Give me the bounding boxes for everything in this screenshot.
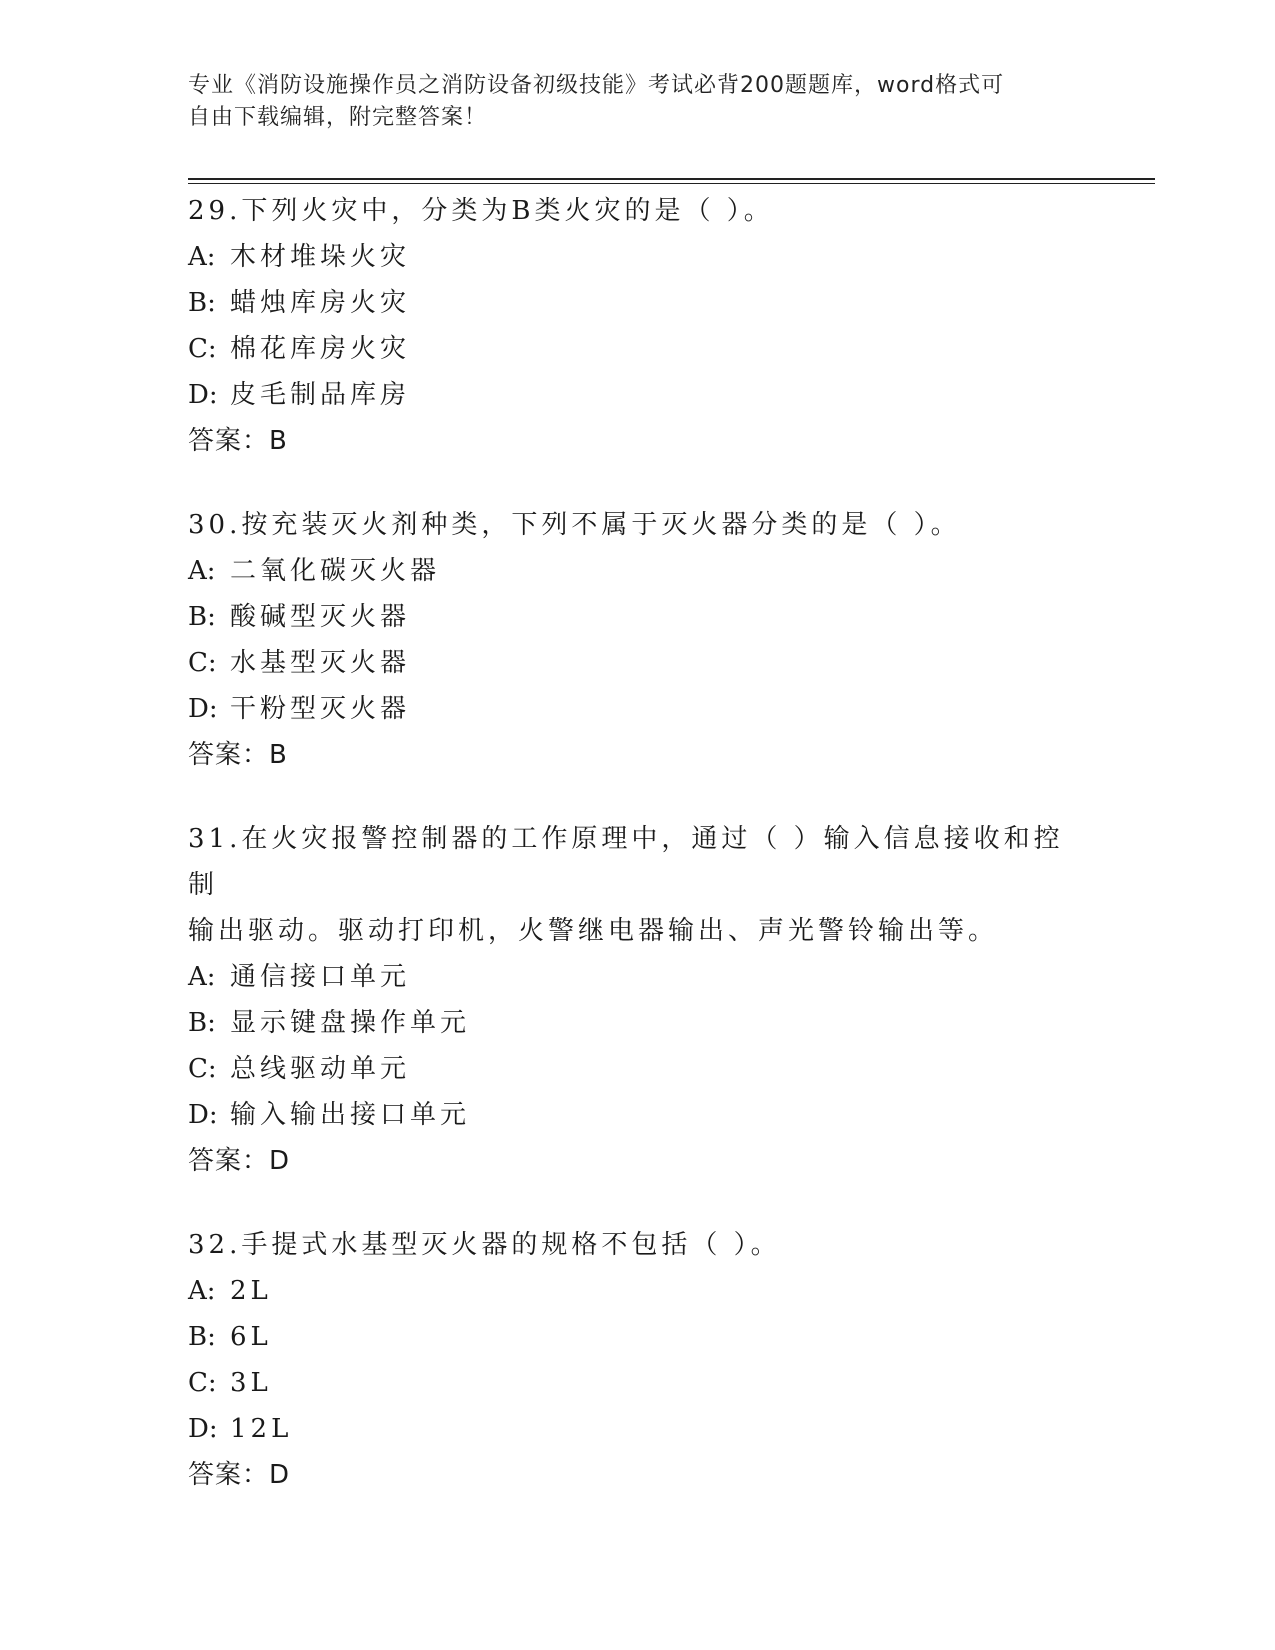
option-text: 二氧化碳灭火器 <box>230 556 441 586</box>
header-line-1: 专业《消防设施操作员之消防设备初级技能》考试必背200题题库，word格式可 <box>188 73 1005 98</box>
option-a <box>188 954 1088 1000</box>
question-stem: 30.按充装灭火剂种类，下列不属于灭火器分类的是（ ）。 <box>188 510 961 540</box>
option-text: 干粉型灭火器 <box>230 694 411 724</box>
option-b <box>188 1314 1088 1360</box>
option-text: 酸碱型灭火器 <box>230 602 411 632</box>
option-letter: C: <box>188 648 217 678</box>
header-divider-thick <box>188 178 1155 180</box>
question-31 <box>188 816 1088 1184</box>
option-text: 2L <box>230 1276 272 1306</box>
question-list <box>188 188 1088 1536</box>
option-text: 总线驱动单元 <box>230 1054 411 1084</box>
option-c <box>188 1046 1088 1092</box>
header-line-2: 自由下载编辑，附完整答案！ <box>188 105 488 130</box>
option-text: 6L <box>230 1322 272 1352</box>
option-letter: A: <box>188 962 216 992</box>
option-text: 皮毛制品库房 <box>230 380 411 410</box>
answer-line: 答案：D <box>188 1460 291 1490</box>
option-text: 通信接口单元 <box>230 962 411 992</box>
question-stem: 31.在火灾报警控制器的工作原理中，通过（ ）输入信息接收和控制 <box>188 824 1064 900</box>
option-c <box>188 326 1088 372</box>
option-text: 木材堆垛火灾 <box>230 242 411 272</box>
option-text: 蜡烛库房火灾 <box>230 288 411 318</box>
option-letter: D: <box>188 1414 218 1444</box>
answer-line: 答案：B <box>188 740 288 770</box>
option-letter: C: <box>188 334 217 364</box>
question-stem: 32.手提式水基型灭火器的规格不包括（ ）。 <box>188 1230 781 1260</box>
option-text: 3L <box>230 1368 272 1398</box>
option-c <box>188 1360 1088 1406</box>
option-letter: C: <box>188 1054 217 1084</box>
option-letter: D: <box>188 380 218 410</box>
option-a <box>188 234 1088 280</box>
option-d <box>188 372 1088 418</box>
option-letter: A: <box>188 556 216 586</box>
option-c <box>188 640 1088 686</box>
option-a <box>188 1268 1088 1314</box>
option-text: 显示键盘操作单元 <box>230 1008 471 1038</box>
option-text: 输入输出接口单元 <box>230 1100 471 1130</box>
option-letter: A: <box>188 1276 216 1306</box>
option-text: 12L <box>230 1414 293 1444</box>
option-a <box>188 548 1088 594</box>
option-d <box>188 1092 1088 1138</box>
option-b <box>188 280 1088 326</box>
option-letter: B: <box>188 1322 216 1352</box>
option-b <box>188 1000 1088 1046</box>
answer-line: 答案：D <box>188 1146 291 1176</box>
document-header <box>188 70 1078 134</box>
option-letter: C: <box>188 1368 217 1398</box>
question-stem: 29.下列火灾中，分类为B类火灾的是（ ）。 <box>188 196 774 226</box>
question-32 <box>188 1222 1088 1498</box>
option-letter: B: <box>188 1008 216 1038</box>
option-letter: B: <box>188 288 216 318</box>
answer-line: 答案：B <box>188 426 288 456</box>
option-text: 水基型灭火器 <box>230 648 411 678</box>
option-d <box>188 1406 1088 1452</box>
option-letter: D: <box>188 1100 218 1130</box>
option-d <box>188 686 1088 732</box>
question-30 <box>188 502 1088 778</box>
question-stem-continued: 输出驱动。驱动打印机，火警继电器输出、声光警铃输出等。 <box>188 916 999 946</box>
option-letter: A: <box>188 242 216 272</box>
option-b <box>188 594 1088 640</box>
option-letter: B: <box>188 602 216 632</box>
question-29 <box>188 188 1088 464</box>
option-text: 棉花库房火灾 <box>230 334 411 364</box>
header-divider-thin <box>188 183 1155 184</box>
option-letter: D: <box>188 694 218 724</box>
